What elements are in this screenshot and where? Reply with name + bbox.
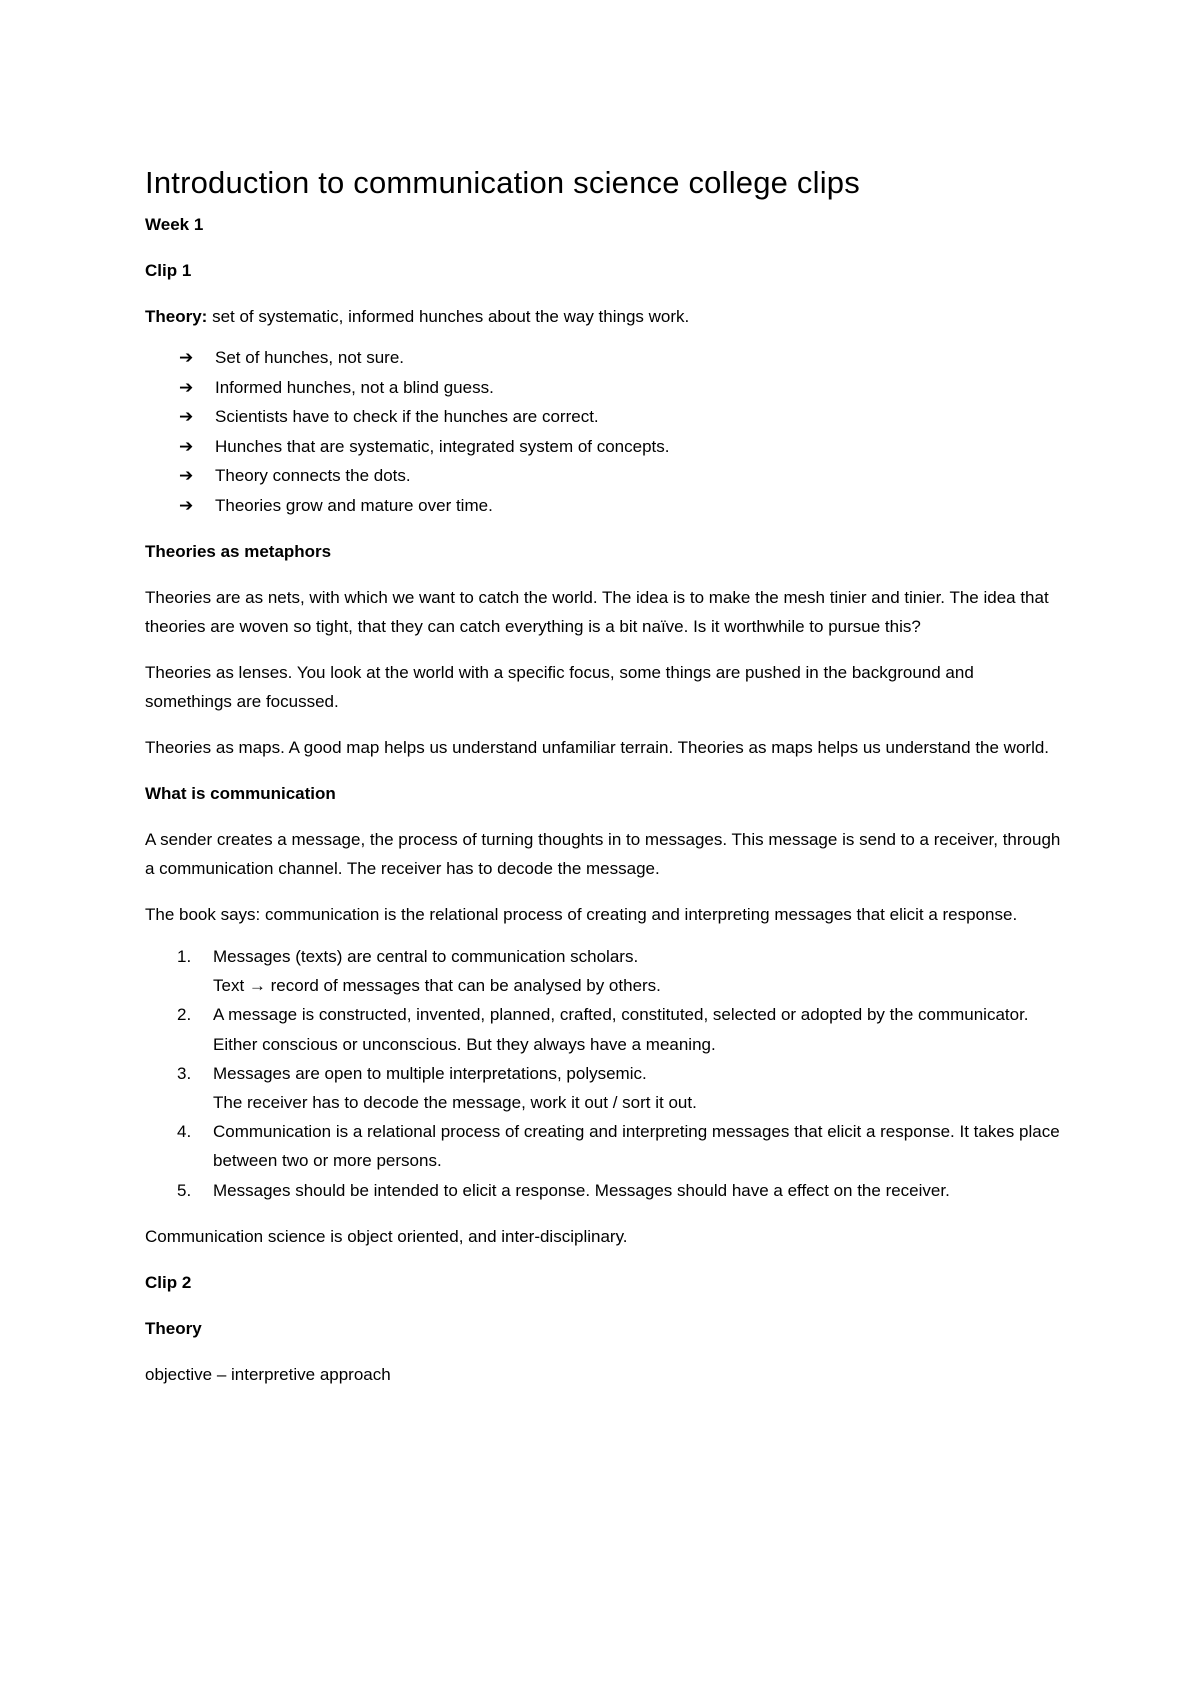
bullet-text: Set of hunches, not sure. <box>215 348 405 367</box>
list-item-line: The receiver has to decode the message, work it out / sort it out. <box>213 1093 697 1113</box>
list-number: 4. <box>177 1122 192 1142</box>
list-item <box>179 343 1065 373</box>
arrow-right-icon: → <box>248 976 266 996</box>
list-number: 2. <box>177 1005 192 1025</box>
list-item-line-post: record of messages that can be analysed by others. <box>265 976 661 996</box>
bullet-text: Scientists have to check if the hunches are correct. <box>215 407 599 426</box>
theory-text: set of systematic, informed hunches about the way things work. <box>207 307 690 326</box>
bullet-text: Hunches that are systematic, integrated system of concepts. <box>215 436 670 456</box>
arrow-right-icon: ➔ <box>179 377 194 397</box>
arrow-right-icon: ➔ <box>179 495 194 515</box>
list-item <box>179 373 1065 403</box>
list-item-text: Messages should be intended to elicit a response. Messages should have a effect on the receiver. <box>213 1180 950 1200</box>
list-number: 3. <box>177 1063 192 1083</box>
sender-paragraph: A sender creates a message, the process of turning thoughts in to messages. This message is send to a receiver, through a communication channel. The receiver has to decode the message. <box>145 830 1061 878</box>
list-item <box>179 432 1065 462</box>
list-number: 1. <box>177 947 192 966</box>
list-item-text: Communication is a relational process of creating and interpreting messages that elicit a response. It takes place between two or more persons. <box>213 1122 1060 1171</box>
theory-bullet-list <box>145 343 1065 520</box>
bullet-text: Theory connects the dots. <box>215 466 411 485</box>
theory-definition <box>145 302 1065 331</box>
bullet-text: Informed hunches, not a blind guess. <box>215 377 494 397</box>
list-number: 5. <box>177 1180 192 1200</box>
book-paragraph: The book says: communication is the relational process of creating and interpreting messages that elicit a response. <box>145 905 1018 924</box>
communication-heading: What is communication <box>145 784 336 803</box>
metaphor-lenses-paragraph: Theories as lenses. You look at the world with a specific focus, some things are pushed in the background and somethings are focussed. <box>145 663 974 711</box>
list-item-line-pre: Text <box>213 976 249 996</box>
conclusion-paragraph: Communication science is object oriented, and inter-disciplinary. <box>145 1226 628 1246</box>
arrow-right-icon: ➔ <box>179 407 194 426</box>
approach-paragraph: objective – interpretive approach <box>145 1364 391 1384</box>
metaphors-heading: Theories as metaphors <box>145 542 332 561</box>
communication-numbered-list <box>145 942 1065 1205</box>
week-heading: Week 1 <box>145 215 204 234</box>
list-item <box>177 1176 1065 1205</box>
list-item <box>179 491 1065 521</box>
arrow-right-icon: ➔ <box>179 348 194 367</box>
page-title: Introduction to communication science college clips <box>145 165 860 200</box>
list-item-line: Messages (texts) are central to communication scholars. <box>213 947 639 966</box>
arrow-right-icon: ➔ <box>179 466 194 485</box>
bullet-text: Theories grow and mature over time. <box>215 495 493 515</box>
list-item <box>177 1059 1065 1117</box>
arrow-right-icon: ➔ <box>179 436 194 456</box>
list-item <box>179 461 1065 491</box>
document-page <box>145 162 1065 1406</box>
clip2-heading: Clip 2 <box>145 1272 192 1292</box>
metaphor-nets-paragraph: Theories are as nets, with which we want to catch the world. The idea is to make the mesh tinier and tinier. The idea that theories are woven so tight, that they can catch everything is a bit naïve. Is it worthwhile to pursue this? <box>145 588 1049 636</box>
list-item-line: Messages are open to multiple interpretations, polysemic. <box>213 1063 647 1083</box>
list-item <box>179 402 1065 432</box>
list-item-text: A message is constructed, invented, planned, crafted, constituted, selected or adopted by the communicator. Either conscious or unconscious. But they always have a meaning. <box>213 1005 1029 1054</box>
clip2-theory-heading: Theory <box>145 1318 202 1338</box>
list-item <box>177 942 1065 1000</box>
theory-label: Theory: <box>145 307 208 326</box>
metaphor-maps-paragraph: Theories as maps. A good map helps us understand unfamiliar terrain. Theories as maps helps us understand the world. <box>145 738 1050 757</box>
clip1-heading: Clip 1 <box>145 261 192 280</box>
list-item <box>177 1000 1065 1058</box>
list-item <box>177 1117 1065 1175</box>
